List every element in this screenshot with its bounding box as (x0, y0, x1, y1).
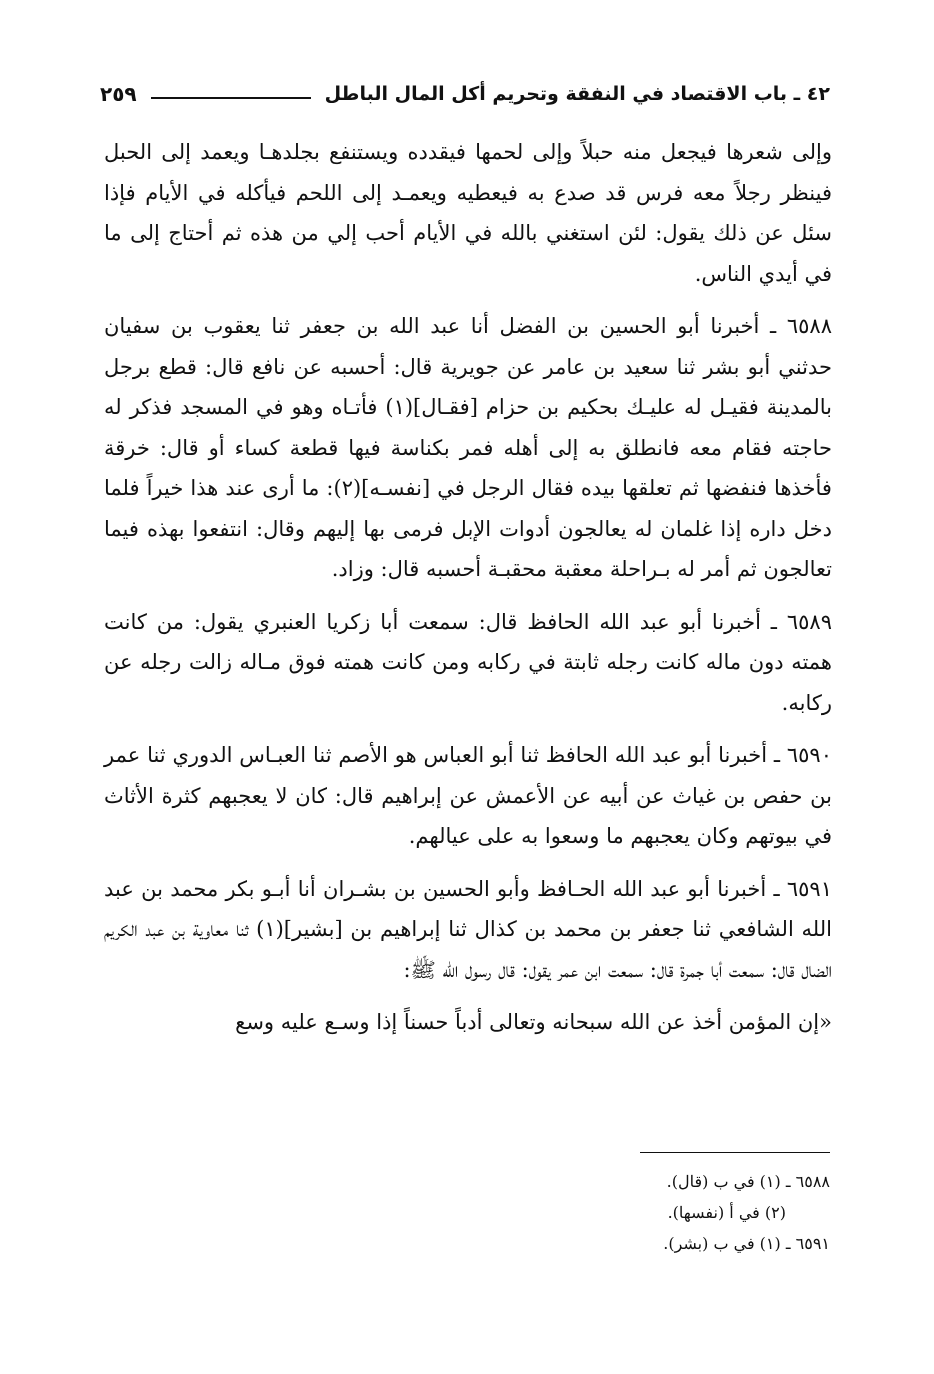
footnotes (500, 1166, 830, 1259)
running-head (100, 74, 830, 114)
chapter-title: ٤٢ ـ باب الاقتصاد في النفقة وتحريم أكل المال الباطل (324, 83, 830, 105)
main-text (104, 132, 832, 1055)
hadith-number: ٦٥٨٨ (786, 314, 832, 338)
hadith-paragraph (104, 869, 832, 991)
paragraph-text: ـ أخبرنا أبو الحسين بن الفضل أنا عبد الله بن جعفر ثنا يعقوب بن سفيان حدثني أبو بشر ثنا سعيد بن عامر عن جويرية قال: أحسبه عن نافع قال: قطع برجل بالمدينة فقيـل له عليـك بحكيم بن حزام [فقـال](١) فأتـاه وهو في المسجد فذكر له حاجته فقام معه فانطلق به إلى أهله فمر بكناسة فيها قطعة كساء أو قال: خرقة فأخذها فنفضها ثم تعلقها بيده فقال الرجل في [نفسـه](٢): ما أرى عند هذا خيراً فلما دخل داره إذا غلمان له يعالجون أدوات الإبل فرمى بها إليهم وقال: انتفعوا بهذه فيما تعالجون ثم أمر له بـراحلة معقبة محقبـة أحسبه قال: وزاد. (104, 314, 832, 581)
footnote: ٦٥٩١ ـ (١) في ب (بشر). (663, 1234, 830, 1253)
paragraph-text: ـ أخبرنا أبو عبد الله الحافظ ثنا أبو العباس هو الأصم ثنا العبـاس الدوري ثنا عمر بن حفص بن غياث عن أبيه عن الأعمش عن إبراهيم قال: كان لا يعجبهم كثرة الأثاث في بيوتهم وكان يعجبهم ما وسعوا به على عيالهم. (104, 743, 832, 848)
footnote: (٢) في أ (نفسها). (667, 1203, 786, 1222)
header-rule (151, 97, 311, 99)
hadith-paragraph (104, 735, 832, 857)
hadith-paragraph (104, 602, 832, 724)
paragraph-text: «إن المؤمن أخذ عن الله سبحانه وتعالى أدباً حسناً إذا وسـع عليه وسع (235, 1010, 832, 1034)
paragraph-continuation (104, 132, 832, 294)
quote-paragraph (104, 1002, 832, 1043)
paragraph-text: ـ أخبرنا أبو عبد الله الحـافظ وأبو الحسين بن بشـران أنا أبـو بكر محمد بن عبد الله الشافعي ثنا جعفر بن محمد بن كذال ثنا إبراهيم بن [بشير](١) ثنا معاوية بن عبد الكريم الضال قال: سمعت أبا جمرة قال: سمعت ابن عمر يقول: قال رسول الله ﷺ: (104, 876, 832, 982)
hadith-number: ٦٥٩١ (786, 876, 832, 901)
paragraph-text: وإلى شعرها فيجعل منه حبلاً وإلى لحمها فيقدده ويستنفع بجلدهـا ويعمد إلى الحبل فينظر رجلاً معه فرس قد صدع به فيعطيه ويعمـد إلى اللحم فيأكله في الأيام فإذا سئل عن ذلك يقول: لئن استغني بالله في الأيام أحب إلي من هذه ثم أحتاج إلى ما في أيدي الناس. (104, 140, 832, 286)
page-number: ٢٥٩ (100, 82, 137, 106)
paragraph-text: ـ أخبرنا أبو عبد الله الحافظ قال: سمعت أبا زكريا العنبري يقول: من كانت همته دون ماله كانت رجله ثابتة في ركابه ومن كانت همته فوق مـاله زالت رجله عن ركابه. (104, 609, 832, 715)
hadith-number: ٦٥٨٩ (786, 609, 832, 634)
footnote: ٦٥٨٨ ـ (١) في ب (قال). (666, 1172, 830, 1191)
hadith-paragraph (104, 306, 832, 590)
hadith-number: ٦٥٩٠ (786, 743, 832, 767)
footnote-rule (640, 1152, 830, 1153)
